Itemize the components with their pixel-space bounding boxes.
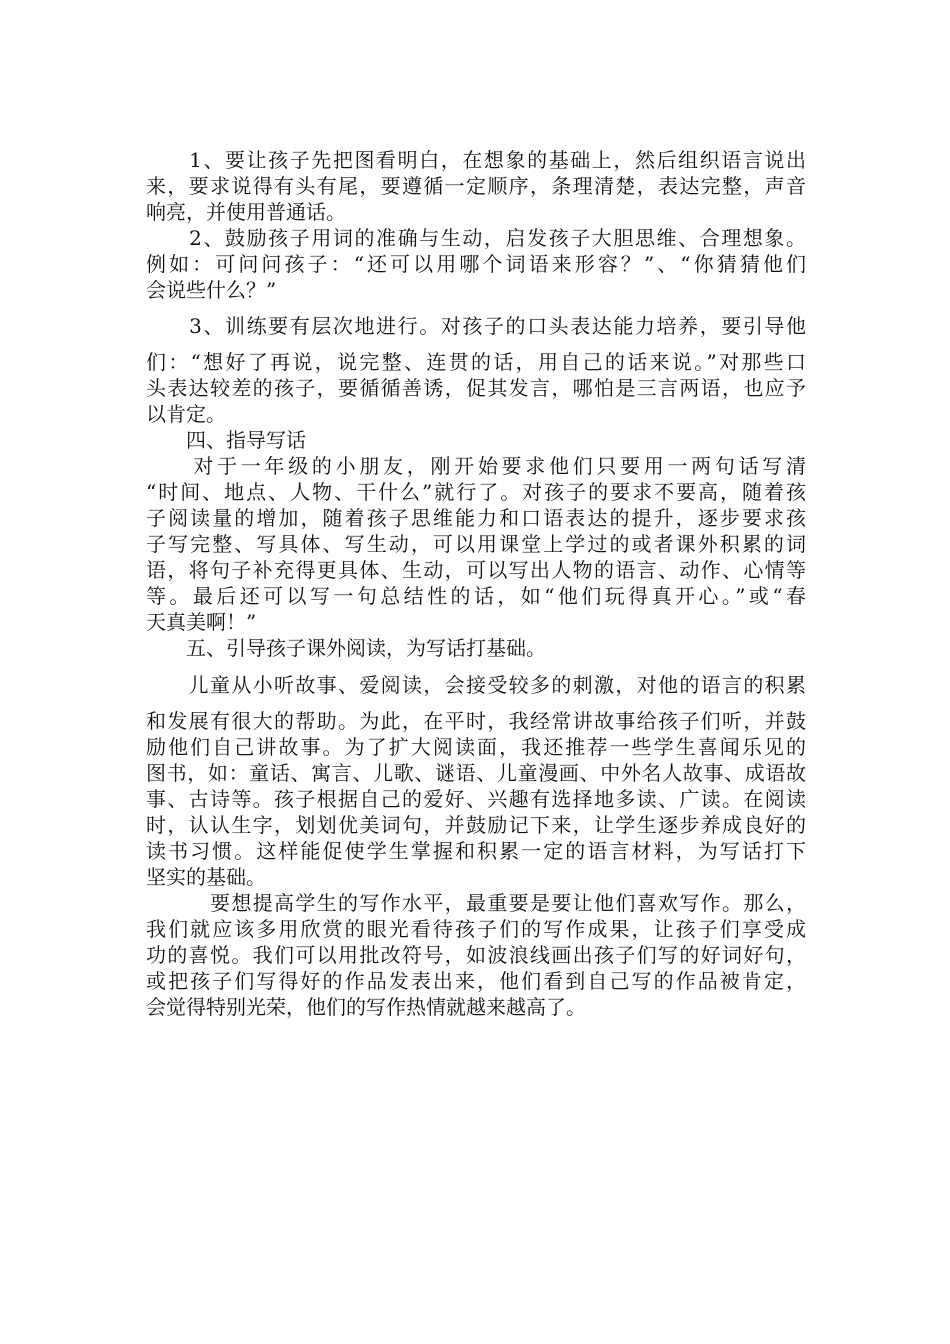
text-line: 天真美啊！”	[146, 610, 257, 634]
text-line: 和发展有很大的帮助。为此，在平时，我经常讲故事给孩子们听，并鼓	[146, 709, 806, 733]
text-line: 1、要让孩子先把图看明白，在想象的基础上，然后组织语言说出	[146, 148, 806, 172]
text-line: 来，要求说得有头有尾，要遵循一定顺序，条理清楚，表达完整，声音	[146, 174, 806, 198]
text-line: 我们就应该多用欣赏的眼光看待孩子们的写作成果，让孩子们享受成	[146, 917, 806, 941]
text-line: 响亮，并使用普通话。	[146, 200, 346, 224]
text-line: 儿童从小听故事、爱阅读，会接受较多的刺激，对他的语言的积累	[146, 673, 806, 697]
text-line: 图书，如：童话、寓言、儿歌、谜语、儿童漫画、中外名人故事、成语故	[146, 761, 806, 785]
text-line: 以肯定。	[146, 402, 226, 426]
text-line: 3、训练要有层次地进行。对孩子的口头表达能力培养，要引导他	[146, 314, 806, 338]
text-line: 要想提高学生的写作水平，最重要是要让他们喜欢写作。那么，	[146, 891, 806, 915]
text-line: 读书习惯。这样能促使学生掌握和积累一定的语言材料，为写话打下	[146, 839, 806, 863]
text-line: “时间、地点、人物、干什么”就行了。对孩子的要求不要高，随着孩	[146, 480, 806, 504]
text-line: 或把孩子们写得好的作品发表出来，他们看到自己写的作品被肯定，	[146, 969, 806, 993]
section-heading: 四、指导写话	[146, 428, 306, 452]
text-line: 头表达较差的孩子，要循循善诱，促其发言，哪怕是三言两语，也应予	[146, 376, 806, 400]
text-line: 等。最后还可以写一句总结性的话，如“他们玩得真开心。”或“春	[146, 584, 806, 608]
text-line: 会说些什么？”	[146, 278, 277, 302]
text-line: 子写完整、写具体、写生动，可以用课堂上学过的或者课外积累的词	[146, 532, 806, 556]
section-heading: 五、引导孩子课外阅读，为写话打基础。	[146, 636, 546, 660]
text-line: 语，将句子补充得更具体、生动，可以写出人物的语言、动作、心情等	[146, 558, 806, 582]
text-line: 2、鼓励孩子用词的准确与生动，启发孩子大胆思维、合理想象。	[146, 226, 806, 250]
text-line: 们：“想好了再说，说完整、连贯的话，用自己的话来说。”对那些口	[146, 350, 806, 374]
text-line: 功的喜悦。我们可以用批改符号，如波浪线画出孩子们写的好词好句，	[146, 943, 806, 967]
text-line: 事、古诗等。孩子根据自己的爱好、兴趣有选择地多读、广读。在阅读	[146, 787, 806, 811]
text-line: 会觉得特别光荣，他们的写作热情就越来越高了。	[146, 995, 586, 1019]
text-line: 子阅读量的增加，随着孩子思维能力和口语表达的提升，逐步要求孩	[146, 506, 806, 530]
text-line: 时，认认生字，划划优美词句，并鼓励记下来，让学生逐步养成良好的	[146, 813, 806, 837]
text-line: 坚实的基础。	[146, 865, 266, 889]
text-line: 对于一年级的小朋友，刚开始要求他们只要用一两句话写清	[146, 454, 806, 478]
text-line: 励他们自己讲故事。为了扩大阅读面，我还推荐一些学生喜闻乐见的	[146, 735, 806, 759]
text-line: 例如：可问问孩子：“还可以用哪个词语来形容？”、“你猜猜他们	[146, 252, 806, 276]
